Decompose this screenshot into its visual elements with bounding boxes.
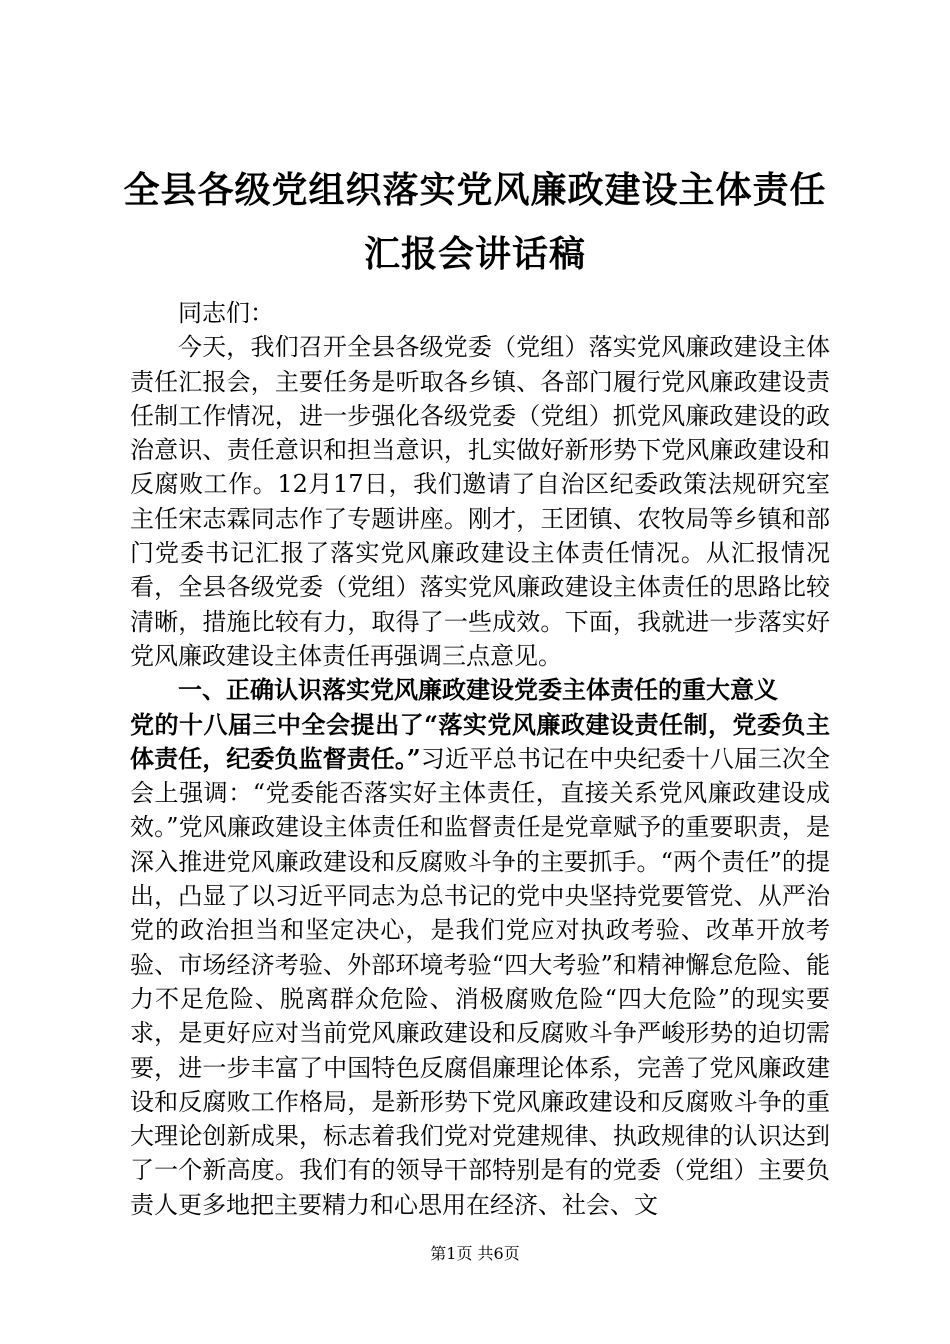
paragraph-intro: 今天，我们召开全县各级党委（党组）落实党风廉政建设主体责任汇报会，主要任务是听取各乡镇、各部门履行党风廉政建设责任制工作情况，进一步强化各级党委（党组）抓党风廉政建设的政治意识、责任意识和担当意识，扎实做好新形势下党风廉政建设和反腐败工作。12月17日，我们邀请了自治区纪委政策法规研究室主任宋志霖同志作了专题讲座。刚才，王团镇、农牧局等乡镇和部门党委书记汇报了落实党风廉政建设主体责任情况。从汇报情况看，全县各级党委（党组）落实党风廉政建设主体责任的思路比较清晰，措施比较有力，取得了一些成效。下面，我就进一步落实好党风廉政建设主体责任再强调三点意见。 <box>130 333 830 670</box>
section-1-text: 习近平总书记在中央纪委十八届三次全会上强调：“党委能否落实好主体责任，直接关系党风廉政建设成效。”党风廉政建设主体责任和监督责任是党章赋予的重要职责，是深入推进党风廉政建设和反腐败斗争的主要抓手。“两个责任”的提出，凸显了以习近平同志为总书记的党中央坚持党要管党、从严治党的政治担当和坚定决心，是我们党应对执政考验、改革开放考验、市场经济考验、外部环境考验“四大考验”和精神懈怠危险、能力不足危险、脱离群众危险、消极腐败危险“四大危险”的现实要求，是更好应对当前党风廉政建设和反腐败斗争严峻形势的迫切需要，进一步丰富了中国特色反腐倡廉理论体系，完善了党风廉政建设和反腐败工作格局，是新形势下党风廉政建设和反腐败斗争的重大理论创新成果，标志着我们党对党建规律、执政规律的认识达到了一个新高度。我们有的领导干部特别是有的党委（党组）主要负责人更多地把主要精力和心思用在经济、社会、文 <box>130 744 830 1219</box>
paragraph-section-1 <box>130 708 830 1222</box>
salutation: 同志们： <box>178 299 274 327</box>
section-heading-1: 一、正确认识落实党风廉政建设党委主体责任的重大意义 <box>178 675 778 705</box>
page-footer: 第1页 共6页 <box>430 1244 520 1263</box>
document-title: 全县各级党组织落实党风廉政建设主体责任汇报会讲话稿 <box>123 169 827 275</box>
document-body <box>130 296 830 1222</box>
section-1-bold-lead: 党的十八届三中全会提出了“落实党风廉政建设责任制，党委负主体责任，纪委负监督责任。” <box>130 709 830 773</box>
